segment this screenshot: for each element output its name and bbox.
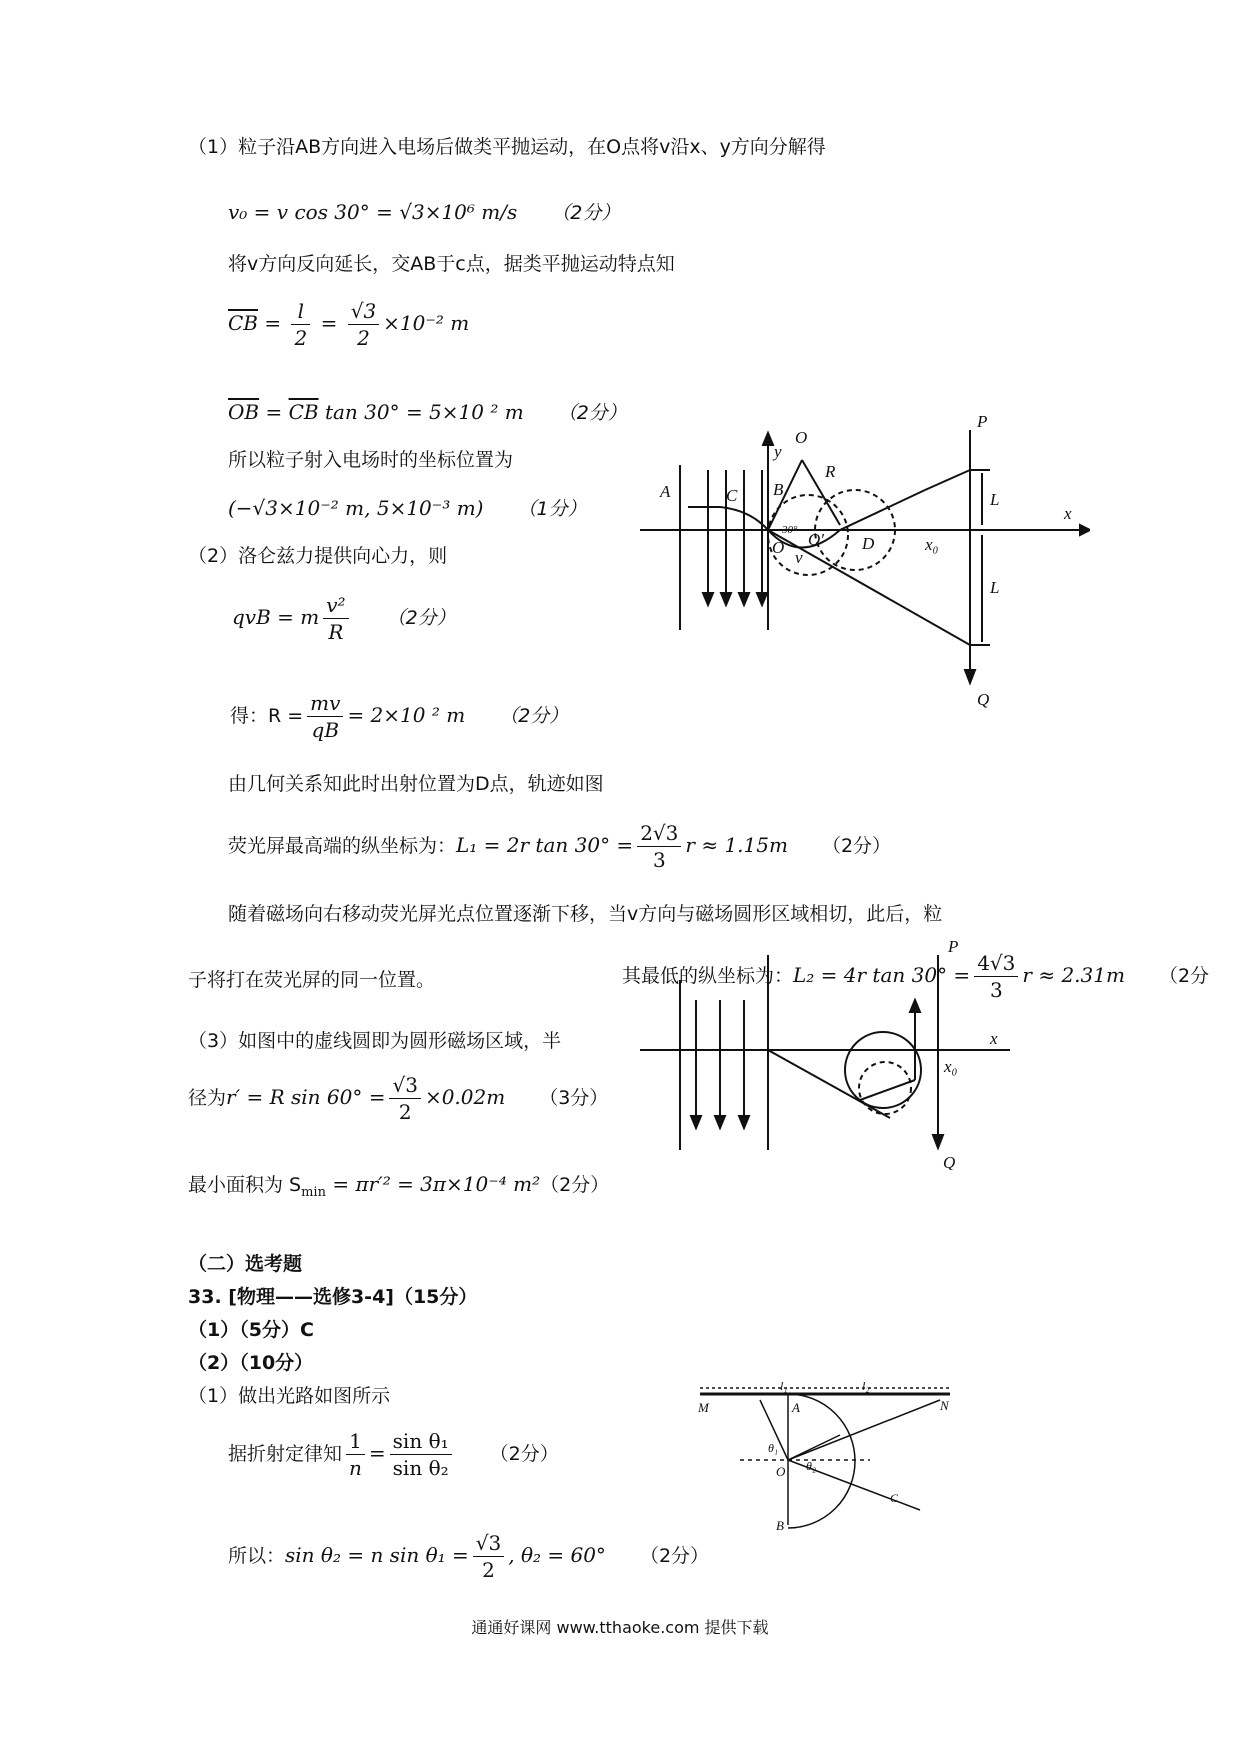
label-angle: 30° <box>782 524 798 536</box>
part1-heading: （1）粒子沿AB方向进入电场后做类平抛运动，在O点将v沿x、y方向分解得 <box>188 136 826 158</box>
figure-2-diagram <box>640 940 1020 1170</box>
eq-radius <box>188 1072 608 1136</box>
eq-qvb-lhs: qvB = m <box>232 605 320 629</box>
label-O-top: O <box>795 428 808 447</box>
eq-cb-tail: ×10⁻² m <box>383 311 470 335</box>
eq-radius-lhs: r′ = R sin 60° = <box>226 1085 386 1109</box>
frac-den: 2 <box>482 1558 495 1582</box>
eq-snell-equals: = <box>368 1441 386 1465</box>
eq-area-sub: min <box>301 1185 326 1200</box>
frac-num: 2√3 <box>637 820 681 847</box>
label-x: x <box>1064 504 1072 523</box>
eq-qvb <box>232 592 456 656</box>
label-theta1: θ₁ <box>768 1441 779 1455</box>
eq-l2-mark: （2分 <box>1158 965 1210 987</box>
move-text: 随着磁场向右移动荧光屏光点位置逐渐下移，当v方向与磁场圆形区域相切，此后，粒 <box>228 903 943 925</box>
field-arrow-icon <box>739 1116 749 1128</box>
frac-num: v² <box>323 592 348 619</box>
eq-v0 <box>228 198 620 227</box>
label-origin: O <box>772 538 785 557</box>
eq-l1-tail: r ≈ 1.15m <box>685 833 788 857</box>
eq-result <box>228 1530 709 1594</box>
eq-snell-mark: （2分） <box>489 1443 559 1465</box>
frac-num: √3 <box>473 1530 504 1557</box>
eq-radius-prefix: 径为 <box>188 1087 227 1109</box>
label-P: P <box>948 940 959 956</box>
eq-v0-text: v₀ = v cos 30° = √3×10⁶ m/s <box>228 200 518 224</box>
eq-r-prefix: 得：R = <box>230 705 304 727</box>
label-L-bottom: L <box>990 578 1000 597</box>
field-arrow-icon <box>691 1116 701 1128</box>
frac-num: sin θ₁ <box>390 1428 452 1455</box>
frac-num: mv <box>307 690 343 717</box>
eq-l2-prefix: 其最低的纵坐标为： <box>622 965 794 987</box>
eq-cb-frac1 <box>291 298 310 351</box>
same-pos-text: 子将打在荧光屏的同一位置。 <box>188 969 436 991</box>
figure-3-diagram <box>690 1380 960 1540</box>
eq-l1 <box>228 820 891 884</box>
part3-heading: （3）如图中的虚线圆即为圆形磁场区域，半 <box>188 1030 562 1052</box>
eq-ob: $\overline{OB} = \overline{CB}$ tan 30° = 5×10 ² m （2分） <box>228 400 627 424</box>
upper-ray <box>925 470 970 490</box>
eq-l2-tail: r ≈ 2.31m <box>1022 963 1125 987</box>
coord-value <box>228 494 587 523</box>
eq-ob-rhs: tan 30° = 5×10 ² m <box>324 400 524 424</box>
part2-heading: （2）洛仑兹力提供向心力，则 <box>188 545 448 567</box>
frac-num: √3 <box>348 298 379 325</box>
label-A: A <box>792 1400 800 1415</box>
eq-l2-lhs: L₂ = 4r tan 30° = <box>793 963 971 987</box>
eq-cb-lhs: $\overline{CB}$ <box>228 311 258 335</box>
eq-snell-frac2 <box>390 1428 452 1481</box>
eq-r-frac <box>307 690 343 743</box>
eq-r-mark: （2分） <box>499 705 569 727</box>
eq-l1-frac <box>637 820 681 873</box>
eq-area <box>188 1170 609 1207</box>
frac-den: R <box>328 620 344 644</box>
eq-area-prefix: 最小面积为 S <box>188 1174 302 1196</box>
frac-den: 2 <box>398 1100 412 1124</box>
frac-num: 4√3 <box>974 950 1018 977</box>
label-R: R <box>825 462 836 481</box>
frac-den: qB <box>311 718 340 742</box>
label-B: B <box>773 480 784 499</box>
eq-result-tail: , θ₂ = 60° <box>508 1543 606 1567</box>
eq-result-mark: （2分） <box>639 1545 710 1567</box>
frac-den: 2 <box>357 326 370 350</box>
label-N: N <box>940 1398 949 1413</box>
particle-path <box>768 1050 890 1118</box>
frac-den: n <box>349 1456 362 1480</box>
magnetic-region-circle <box>845 1032 921 1108</box>
q33-heading: 33. [物理——选修3-4]（15分） <box>188 1286 478 1308</box>
eq-l1-lhs: L₁ = 2r tan 30° = <box>456 833 634 857</box>
label-v: v <box>795 548 803 567</box>
optics-text: （1）做出光路如图所示 <box>188 1385 391 1407</box>
eq-radius-mark: （3分） <box>539 1087 609 1109</box>
eq-area-text: = πr′² = 3π×10⁻⁴ m² <box>325 1172 541 1196</box>
eq-radius-frac <box>389 1072 420 1125</box>
label-O: O <box>776 1464 786 1479</box>
label-y: y <box>774 442 782 461</box>
eq-qvb-frac <box>323 592 348 645</box>
label-M: M <box>698 1400 709 1415</box>
frac-den: 2 <box>294 326 308 350</box>
eq-v0-mark: （2分） <box>551 202 621 224</box>
eq-result-prefix: 所以： <box>228 1545 286 1567</box>
figure-1-diagram <box>640 415 1090 710</box>
screen-arrow-icon <box>965 670 975 683</box>
label-theta2: θ₂ <box>806 1459 817 1473</box>
label-I1: l₁ <box>780 1380 788 1393</box>
q33-part1: （1）（5分）C <box>188 1319 314 1341</box>
frac-num: l <box>291 298 310 325</box>
label-x0: x₀ <box>925 535 939 554</box>
eq-radius-tail: ×0.02m <box>424 1085 506 1109</box>
coord-text: 所以粒子射入电场时的坐标位置为 <box>228 449 514 471</box>
elective-section: （二）选考题 <box>188 1253 303 1275</box>
x-axis-arrow-icon <box>1080 525 1090 535</box>
field-arrow-icon <box>757 593 767 605</box>
label-O-prime: O′ <box>808 530 824 549</box>
label-B: B <box>776 1518 784 1533</box>
q33-part2: （2）（10分） <box>188 1352 314 1374</box>
eq-ob-mid: $\overline{CB}$ <box>288 400 319 424</box>
label-A: A <box>660 482 671 501</box>
outgoing-ray <box>788 1400 940 1460</box>
label-C: C <box>726 486 738 505</box>
label-I2: l₂ <box>862 1380 870 1393</box>
screen-arrow-icon <box>933 1135 943 1148</box>
coord-value-text: (−√3×10⁻² m, 5×10⁻³ m) <box>228 496 484 520</box>
label-P: P <box>977 415 988 431</box>
geometry-text: 由几何关系知此时出射位置为D点，轨迹如图 <box>228 773 604 795</box>
field-arrow-icon <box>739 593 749 605</box>
coord-mark: （1分） <box>517 498 587 520</box>
frac-num: √3 <box>389 1072 420 1099</box>
frac-den: 3 <box>652 848 666 872</box>
eq-result-frac <box>473 1530 504 1583</box>
page-footer: 通通好课网 www.tthaoke.com 提供下载 <box>471 1618 769 1637</box>
field-arrow-icon <box>721 593 731 605</box>
eq-ob-lhs: $\overline{OB}$ <box>228 400 260 424</box>
field-arrow-icon <box>715 1116 725 1128</box>
eq-snell-prefix: 据折射定律知 <box>228 1443 343 1465</box>
eq-cb: $\overline{CB}$ = $\frac{l}{2}$ = $\frac{√3}{2}$ ×10⁻² m <box>228 299 470 350</box>
eq-r <box>230 690 568 754</box>
eq-snell <box>228 1428 559 1492</box>
eq-r-tail: = 2×10 ² m <box>347 703 466 727</box>
label-Q: Q <box>977 690 990 709</box>
eq-l1-prefix: 荧光屏最高端的纵坐标为： <box>228 835 457 857</box>
label-C: C <box>890 1491 899 1505</box>
eq-area-mark: （2分） <box>540 1174 610 1196</box>
label-x: x <box>990 1029 998 1048</box>
eq-qvb-mark: （2分） <box>386 607 456 629</box>
chord-line <box>860 1080 915 1100</box>
label-L-top: L <box>990 490 1000 509</box>
field-arrow-icon <box>703 593 713 605</box>
frac-den: 3 <box>989 978 1003 1002</box>
label-x0: x₀ <box>944 1057 958 1076</box>
eq-cb-frac2 <box>348 298 379 351</box>
eq-l1-mark: （2分） <box>821 835 892 857</box>
eq-ob-mark: （2分） <box>557 402 627 424</box>
eq-result-lhs: sin θ₂ = n sin θ₁ = <box>285 1543 469 1567</box>
label-Q: Q <box>943 1153 956 1170</box>
y-axis-arrow-icon <box>763 433 773 445</box>
label-D: D <box>862 534 875 553</box>
exit-arrow-icon <box>910 1000 920 1012</box>
frac-num: 1 <box>346 1428 365 1455</box>
extend-text: 将v方向反向延长，交AB于c点，据类平抛运动特点知 <box>228 253 675 275</box>
eq-snell-frac1 <box>346 1428 365 1481</box>
frac-den: sin θ₂ <box>392 1456 449 1480</box>
